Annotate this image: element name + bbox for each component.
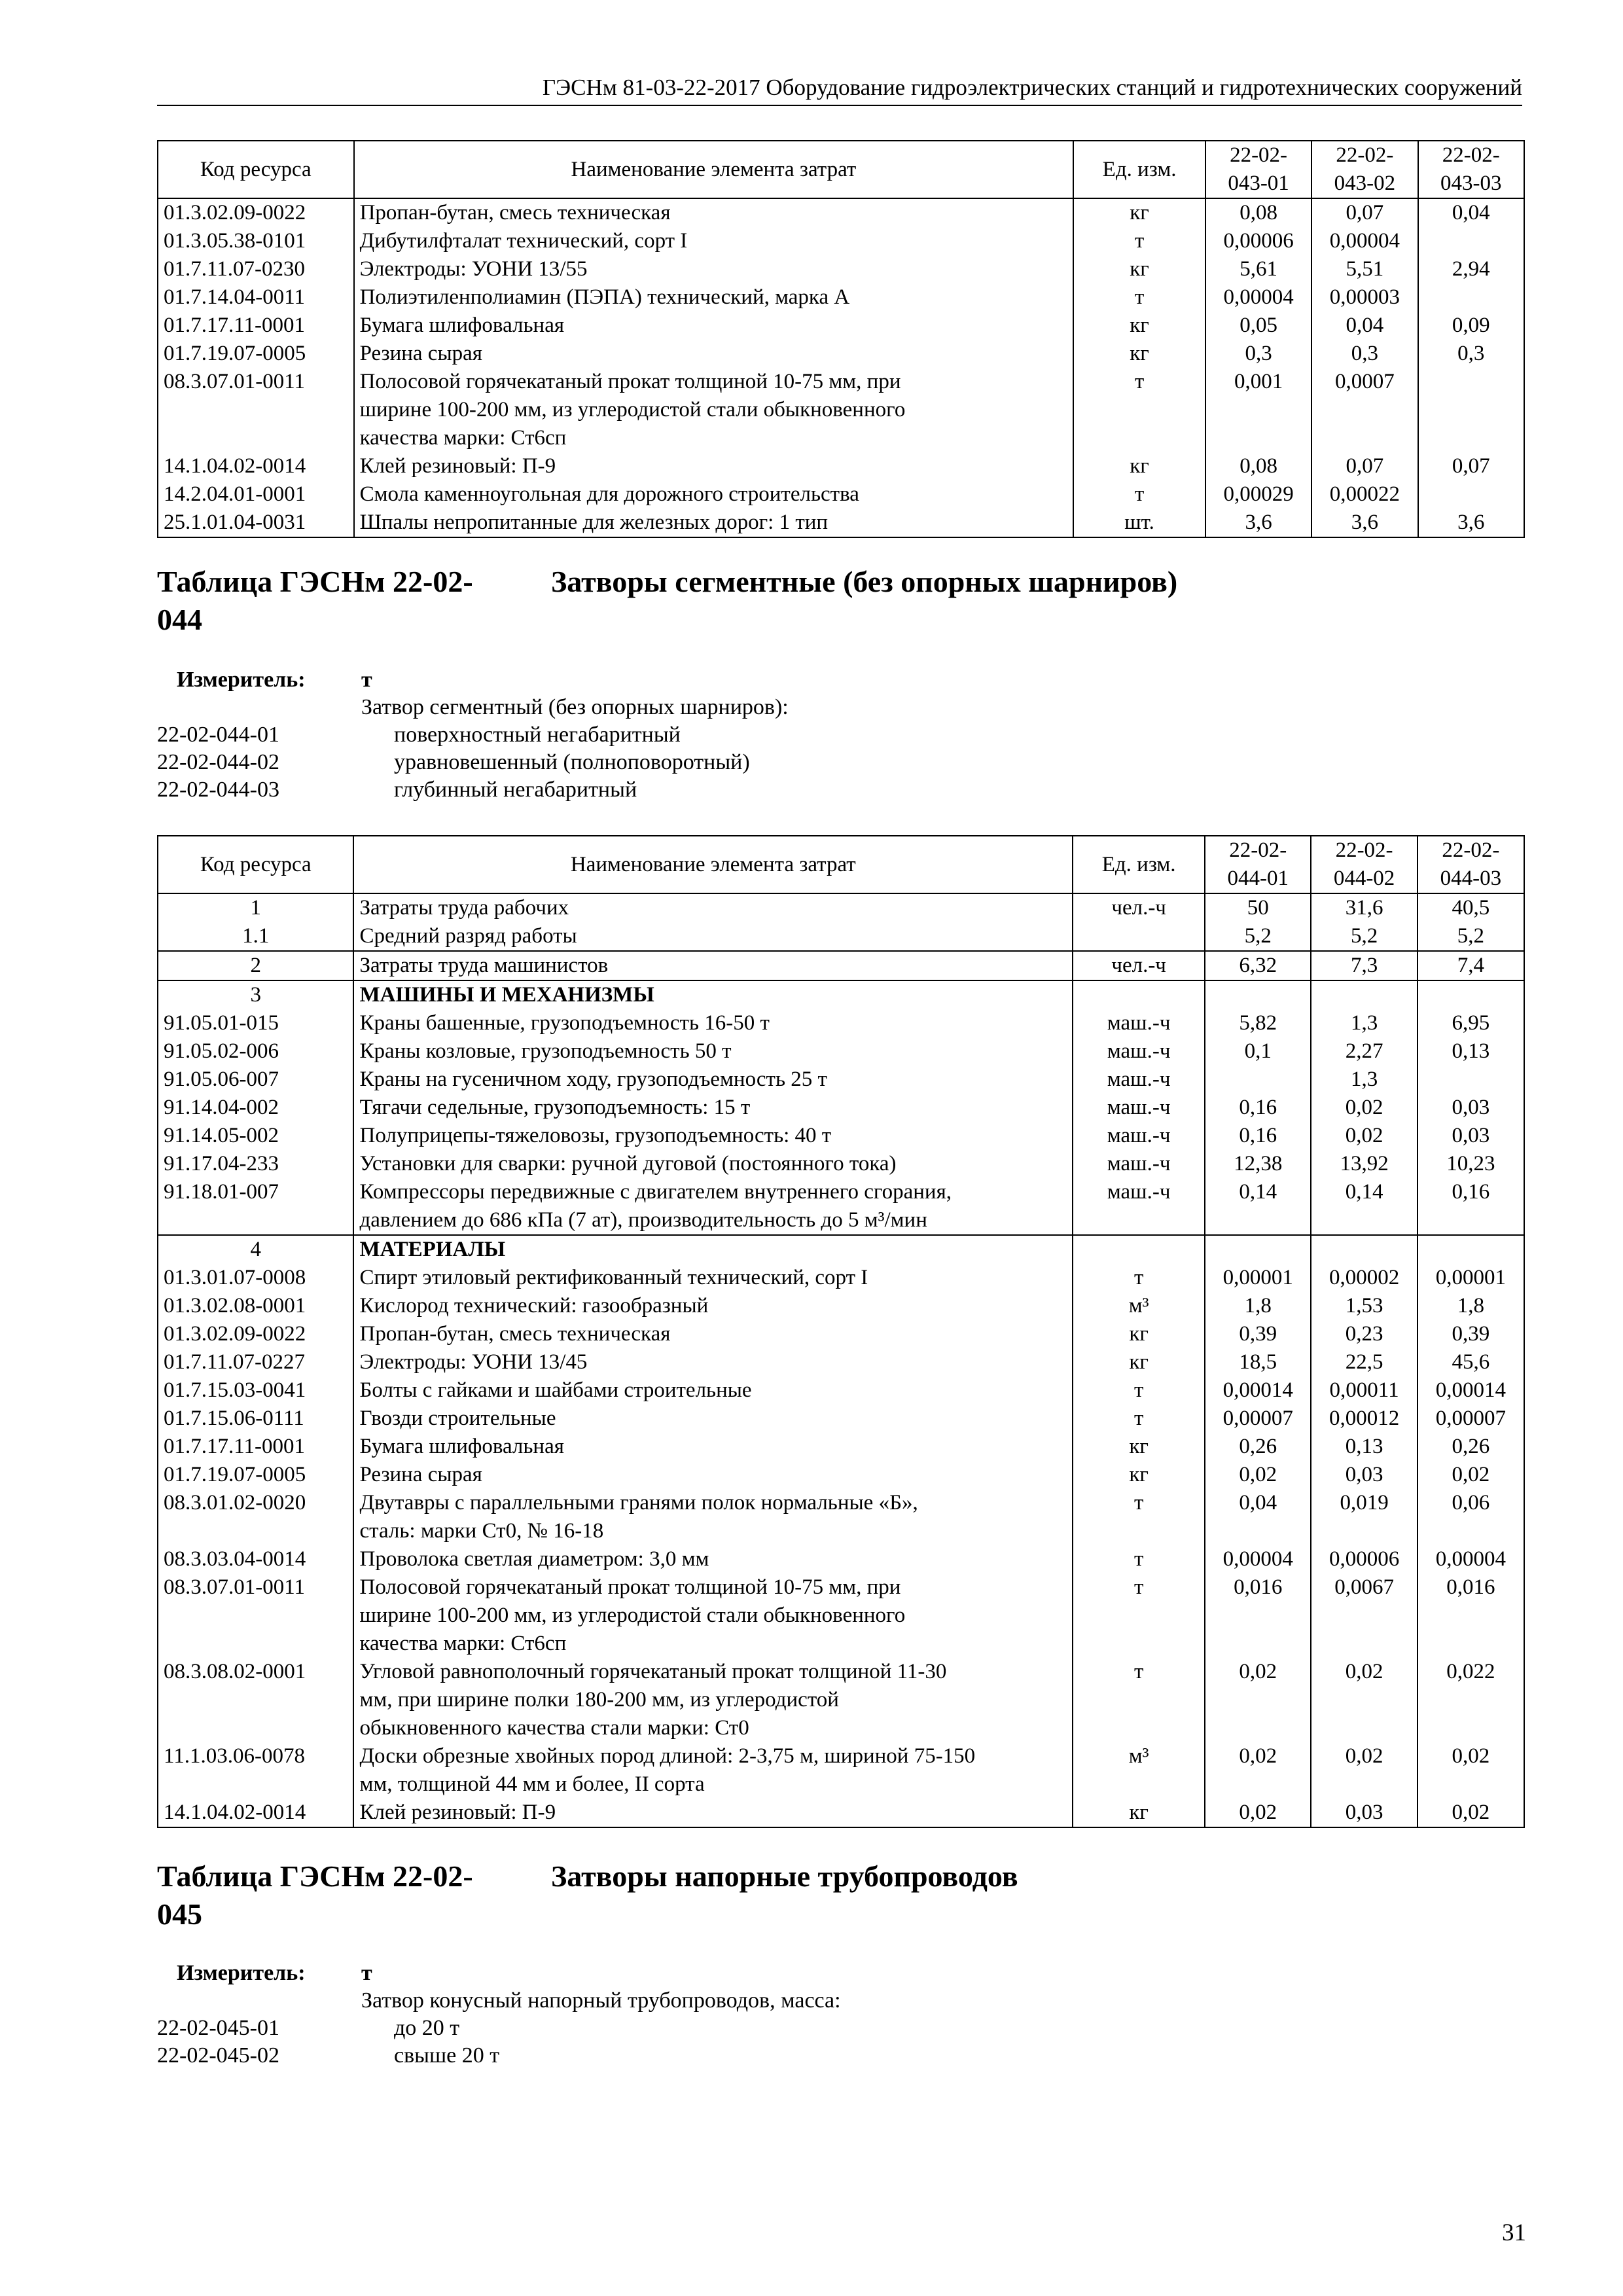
- resource-name: Спирт этиловый ректификованный технический, сорт I: [353, 1264, 1073, 1292]
- col-header-name: Наименование элемента затрат: [354, 141, 1074, 198]
- value-col-1: 6,32: [1205, 951, 1311, 980]
- resource-unit: маш.-ч: [1073, 1178, 1205, 1235]
- page-header: [157, 73, 1522, 106]
- value-col-2: 0,00011: [1311, 1376, 1417, 1405]
- col-header-v3: 22-02- 043-03: [1418, 141, 1524, 198]
- value-col-1: 0,08: [1205, 198, 1311, 227]
- value-col-1: 0,3: [1205, 340, 1311, 368]
- resource-code: 08.3.08.02-0001: [158, 1658, 353, 1742]
- value-col-3: [1418, 980, 1524, 1009]
- resource-name: Средний разряд работы: [353, 922, 1073, 951]
- resource-code: 01.7.11.07-0230: [158, 255, 354, 283]
- resource-unit: чел.-ч: [1073, 893, 1205, 922]
- value-col-2: 0,13: [1311, 1433, 1417, 1461]
- resource-code: 2: [158, 951, 353, 980]
- resource-unit: маш.-ч: [1073, 1066, 1205, 1094]
- resource-code: 01.7.15.03-0041: [158, 1376, 353, 1405]
- resource-name: Установки для сварки: ручной дуговой (постоянного тока): [353, 1150, 1073, 1178]
- resource-name: Бумага шлифовальная: [354, 312, 1074, 340]
- resource-name: Резина сырая: [354, 340, 1074, 368]
- table-045-name: Затворы напорные трубопроводов: [551, 1859, 1018, 1893]
- value-col-2: 0,00012: [1311, 1405, 1417, 1433]
- value-col-1: 12,38: [1205, 1150, 1311, 1178]
- value-col-2: [1311, 1235, 1417, 1264]
- value-col-1: 0,00001: [1205, 1264, 1311, 1292]
- table-row: [158, 1150, 1524, 1178]
- resource-code: 91.05.02-006: [158, 1037, 353, 1066]
- value-col-2: 22,5: [1311, 1348, 1417, 1376]
- resource-unit: маш.-ч: [1073, 1037, 1205, 1066]
- value-col-2: 7,3: [1311, 951, 1417, 980]
- meter-caption: Затвор конусный напорный трубопроводов, масса:: [361, 1988, 841, 2013]
- value-col-2: 0,02: [1311, 1742, 1417, 1799]
- value-col-3: 10,23: [1418, 1150, 1524, 1178]
- value-col-3: 0,00001: [1418, 1264, 1524, 1292]
- value-col-3: [1418, 1066, 1524, 1094]
- value-col-2: 0,00022: [1311, 480, 1418, 509]
- value-col-1: 0,08: [1205, 452, 1311, 480]
- resource-unit: т: [1073, 480, 1205, 509]
- table-row: [158, 1461, 1524, 1489]
- resource-code: 08.3.07.01-0011: [158, 368, 354, 452]
- value-col-3: 0,022: [1418, 1658, 1524, 1742]
- resource-name: Болты с гайками и шайбами строительные: [353, 1376, 1073, 1405]
- document-title: ГЭСНм 81-03-22-2017 Оборудование гидроэлектрических станций и гидротехнических сооружений: [542, 75, 1522, 100]
- table-row: [158, 1264, 1524, 1292]
- table-row: [158, 1405, 1524, 1433]
- resource-code: 91.17.04-233: [158, 1150, 353, 1178]
- resource-code: 01.7.17.11-0001: [158, 312, 354, 340]
- resource-code: 14.2.04.01-0001: [158, 480, 354, 509]
- value-col-1: 0,02: [1205, 1742, 1311, 1799]
- value-col-3: 0,26: [1418, 1433, 1524, 1461]
- table-045-code: Таблица ГЭСНм 22-02- 045: [157, 1859, 473, 1931]
- resource-unit: кг: [1073, 1461, 1205, 1489]
- value-col-3: 0,06: [1418, 1489, 1524, 1545]
- resource-code: 08.3.01.02-0020: [158, 1489, 353, 1545]
- resource-unit: т: [1073, 1489, 1205, 1545]
- value-col-1: 0,00006: [1205, 227, 1311, 255]
- resource-code: 01.7.19.07-0005: [158, 340, 354, 368]
- meter-label: Измеритель:: [177, 1961, 306, 1985]
- resource-name: Пропан-бутан, смесь техническая: [354, 198, 1074, 227]
- resource-name: Гвозди строительные: [353, 1405, 1073, 1433]
- value-col-3: 2,94: [1418, 255, 1524, 283]
- table-row: [158, 1545, 1524, 1573]
- value-col-1: 0,00007: [1205, 1405, 1311, 1433]
- table-045-meter: [157, 1960, 1139, 2070]
- table-row: [158, 480, 1524, 509]
- table-row: [158, 1094, 1524, 1122]
- value-col-3: 0,07: [1418, 452, 1524, 480]
- resource-unit: т: [1073, 1264, 1205, 1292]
- resource-unit: т: [1073, 1658, 1205, 1742]
- value-col-2: 0,03: [1311, 1461, 1417, 1489]
- table-044-code: Таблица ГЭСНм 22-02- 044: [157, 565, 473, 636]
- resource-name: Дибутилфталат технический, сорт I: [354, 227, 1074, 255]
- resource-name: Полуприцепы-тяжеловозы, грузоподъемность: 40 т: [353, 1122, 1073, 1150]
- value-col-2: [1311, 980, 1417, 1009]
- resource-unit: м³: [1073, 1292, 1205, 1320]
- value-col-1: 0,02: [1205, 1658, 1311, 1742]
- value-col-2: 0,00004: [1311, 227, 1418, 255]
- resource-name: Кислород технический: газообразный: [353, 1292, 1073, 1320]
- table-row: [158, 1799, 1524, 1827]
- table-row: [158, 1235, 1524, 1264]
- resource-unit: кг: [1073, 1799, 1205, 1827]
- resource-code: 01.7.17.11-0001: [158, 1433, 353, 1461]
- resource-name: Пропан-бутан, смесь техническая: [353, 1320, 1073, 1348]
- resource-name: Бумага шлифовальная: [353, 1433, 1073, 1461]
- value-col-1: 0,00004: [1205, 1545, 1311, 1573]
- resource-unit: кг: [1073, 198, 1205, 227]
- col-header-v2: 22-02- 044-02: [1311, 836, 1417, 893]
- table-row: [158, 1573, 1524, 1658]
- variant-code: 22-02-044-01: [157, 723, 279, 747]
- value-col-2: 0,03: [1311, 1799, 1417, 1827]
- resource-code: 1: [158, 893, 353, 922]
- col-header-code: Код ресурса: [158, 836, 353, 893]
- resource-code: 91.14.05-002: [158, 1122, 353, 1150]
- value-col-3: 0,00007: [1418, 1405, 1524, 1433]
- value-col-1: [1205, 1066, 1311, 1094]
- value-col-2: 0,04: [1311, 312, 1418, 340]
- table-row: [158, 1009, 1524, 1037]
- resource-name: Краны башенные, грузоподъемность 16-50 т: [353, 1009, 1073, 1037]
- value-col-3: 0,02: [1418, 1799, 1524, 1827]
- resource-code: 91.05.01-015: [158, 1009, 353, 1037]
- value-col-3: [1418, 368, 1524, 452]
- resource-name: Полиэтиленполиамин (ПЭПА) технический, марка А: [354, 283, 1074, 312]
- resource-unit: м³: [1073, 1742, 1205, 1799]
- col-header-unit: Ед. изм.: [1073, 141, 1205, 198]
- value-col-3: 0,04: [1418, 198, 1524, 227]
- resource-unit: кг: [1073, 340, 1205, 368]
- resource-code: 14.1.04.02-0014: [158, 452, 354, 480]
- value-col-1: 3,6: [1205, 509, 1311, 537]
- table-row: [158, 198, 1524, 227]
- variant-row: [157, 2015, 1139, 2042]
- value-col-1: [1205, 980, 1311, 1009]
- table-row: [158, 283, 1524, 312]
- value-col-3: 0,02: [1418, 1742, 1524, 1799]
- resource-unit: кг: [1073, 452, 1205, 480]
- table-row: [158, 893, 1524, 922]
- page-number: 31: [1502, 2219, 1526, 2246]
- table-row: [158, 312, 1524, 340]
- value-col-2: 2,27: [1311, 1037, 1417, 1066]
- resource-code: 11.1.03.06-0078: [158, 1742, 353, 1799]
- value-col-1: 0,16: [1205, 1094, 1311, 1122]
- resource-name: Угловой равнополочный горячекатаный прокат толщиной 11-30 мм, при ширине полки 180-200 мм, из углеродистой обыкновенного качества стали марки: Ст0: [353, 1658, 1073, 1742]
- table-row: [158, 227, 1524, 255]
- value-col-1: [1205, 1235, 1311, 1264]
- resource-name: Шпалы непропитанные для железных дорог: 1 тип: [354, 509, 1074, 537]
- resource-unit: кг: [1073, 255, 1205, 283]
- table-row: [158, 951, 1524, 980]
- col-header-v2: 22-02- 043-02: [1311, 141, 1418, 198]
- value-col-1: 0,39: [1205, 1320, 1311, 1348]
- resource-name: Клей резиновый: П-9: [354, 452, 1074, 480]
- variant-text: уравновешенный (полноповоротный): [394, 750, 750, 774]
- col-header-v1: 22-02- 044-01: [1205, 836, 1311, 893]
- value-col-2: 0,00003: [1311, 283, 1418, 312]
- value-col-3: [1418, 227, 1524, 255]
- value-col-1: 18,5: [1205, 1348, 1311, 1376]
- value-col-1: 0,00029: [1205, 480, 1311, 509]
- value-col-2: 0,02: [1311, 1122, 1417, 1150]
- resource-name: Смола каменноугольная для дорожного строительства: [354, 480, 1074, 509]
- resource-code: 3: [158, 980, 353, 1009]
- value-col-1: 0,04: [1205, 1489, 1311, 1545]
- value-col-2: 1,3: [1311, 1009, 1417, 1037]
- resource-name: Электроды: УОНИ 13/55: [354, 255, 1074, 283]
- value-col-3: 6,95: [1418, 1009, 1524, 1037]
- table-row: [158, 368, 1524, 452]
- resource-name: МАТЕРИАЛЫ: [353, 1235, 1073, 1264]
- table-044-meter: [157, 666, 1139, 804]
- table-row: [158, 255, 1524, 283]
- value-col-2: 0,019: [1311, 1489, 1417, 1545]
- value-col-3: 0,39: [1418, 1320, 1524, 1348]
- resource-name: Проволока светлая диаметром: 3,0 мм: [353, 1545, 1073, 1573]
- resource-unit: кг: [1073, 1433, 1205, 1461]
- resource-code: 01.7.14.04-0011: [158, 283, 354, 312]
- resource-unit: [1073, 980, 1205, 1009]
- value-col-2: 0,23: [1311, 1320, 1417, 1348]
- variant-code: 22-02-044-02: [157, 750, 279, 774]
- resource-unit: маш.-ч: [1073, 1094, 1205, 1122]
- resource-unit: [1073, 1235, 1205, 1264]
- resource-code: 01.3.02.09-0022: [158, 198, 354, 227]
- resource-unit: шт.: [1073, 509, 1205, 537]
- value-col-1: 0,02: [1205, 1461, 1311, 1489]
- resource-code: 91.14.04-002: [158, 1094, 353, 1122]
- value-col-2: 0,07: [1311, 452, 1418, 480]
- value-col-3: [1418, 480, 1524, 509]
- value-col-1: 0,1: [1205, 1037, 1311, 1066]
- resource-name: Затраты труда рабочих: [353, 893, 1073, 922]
- resource-unit: т: [1073, 368, 1205, 452]
- variant-code: 22-02-045-02: [157, 2043, 279, 2068]
- resource-name: МАШИНЫ И МЕХАНИЗМЫ: [353, 980, 1073, 1009]
- resource-name: Краны козловые, грузоподъемность 50 т: [353, 1037, 1073, 1066]
- value-col-2: 3,6: [1311, 509, 1418, 537]
- table-row: [158, 1320, 1524, 1348]
- resource-unit: т: [1073, 1405, 1205, 1433]
- meter-caption: Затвор сегментный (без опорных шарниров):: [361, 695, 789, 719]
- value-col-2: 0,3: [1311, 340, 1418, 368]
- value-col-3: 3,6: [1418, 509, 1524, 537]
- meter-unit: т: [361, 668, 372, 692]
- col-header-unit: Ед. изм.: [1073, 836, 1205, 893]
- value-col-1: 0,00014: [1205, 1376, 1311, 1405]
- value-col-3: 40,5: [1418, 893, 1524, 922]
- table-row: [158, 1066, 1524, 1094]
- resource-unit: кг: [1073, 1320, 1205, 1348]
- variant-text: до 20 т: [394, 2016, 460, 2040]
- table-row: [158, 1433, 1524, 1461]
- table-row: [158, 1292, 1524, 1320]
- value-col-1: 0,16: [1205, 1122, 1311, 1150]
- value-col-2: 1,3: [1311, 1066, 1417, 1094]
- resource-name: Краны на гусеничном ходу, грузоподъемность 25 т: [353, 1066, 1073, 1094]
- resource-name: Двутавры с параллельными гранями полок нормальные «Б», сталь: марки Ст0, № 16-18: [353, 1489, 1073, 1545]
- table-row: [158, 509, 1524, 537]
- value-col-3: [1418, 283, 1524, 312]
- value-col-3: 0,016: [1418, 1573, 1524, 1658]
- table-row: [158, 1376, 1524, 1405]
- value-col-1: 0,00004: [1205, 283, 1311, 312]
- value-col-3: 0,13: [1418, 1037, 1524, 1066]
- value-col-1: 1,8: [1205, 1292, 1311, 1320]
- table-row: [158, 1122, 1524, 1150]
- resource-name: Тягачи седельные, грузоподъемность: 15 т: [353, 1094, 1073, 1122]
- value-col-3: 7,4: [1418, 951, 1524, 980]
- resource-table-044: [157, 835, 1525, 1828]
- resource-unit: маш.-ч: [1073, 1122, 1205, 1150]
- variant-row: [157, 776, 1139, 804]
- resource-unit: кг: [1073, 1348, 1205, 1376]
- value-col-3: 5,2: [1418, 922, 1524, 951]
- value-col-1: 0,26: [1205, 1433, 1311, 1461]
- col-header-v1: 22-02- 043-01: [1205, 141, 1311, 198]
- col-header-name: Наименование элемента затрат: [353, 836, 1073, 893]
- value-col-3: 0,03: [1418, 1122, 1524, 1150]
- table-row: [158, 340, 1524, 368]
- resource-code: 01.7.15.06-0111: [158, 1405, 353, 1433]
- resource-name: Компрессоры передвижные с двигателем внутреннего сгорания, давлением до 686 кПа (7 ат), производительность до 5 м³/мин: [353, 1178, 1073, 1235]
- resource-unit: кг: [1073, 312, 1205, 340]
- resource-name: Доски обрезные хвойных пород длиной: 2-3,75 м, шириной 75-150 мм, толщиной 44 мм и более, II сорта: [353, 1742, 1073, 1799]
- value-col-3: 0,03: [1418, 1094, 1524, 1122]
- resource-code: 01.3.01.07-0008: [158, 1264, 353, 1292]
- table-row: [158, 452, 1524, 480]
- value-col-1: 5,61: [1205, 255, 1311, 283]
- table-044-name: Затворы сегментные (без опорных шарниров): [551, 565, 1178, 598]
- value-col-2: 0,00002: [1311, 1264, 1417, 1292]
- value-col-2: 0,0067: [1311, 1573, 1417, 1658]
- resource-code: 01.3.02.08-0001: [158, 1292, 353, 1320]
- resource-name: Клей резиновый: П-9: [353, 1799, 1073, 1827]
- value-col-2: 1,53: [1311, 1292, 1417, 1320]
- resource-code: 08.3.03.04-0014: [158, 1545, 353, 1573]
- variant-code: 22-02-044-03: [157, 778, 279, 802]
- table-header-row: [158, 141, 1524, 198]
- value-col-2: 0,02: [1311, 1094, 1417, 1122]
- resource-name: Электроды: УОНИ 13/45: [353, 1348, 1073, 1376]
- value-col-3: 0,09: [1418, 312, 1524, 340]
- table-row: [158, 1489, 1524, 1545]
- variant-code: 22-02-045-01: [157, 2016, 279, 2040]
- resource-code: 01.3.05.38-0101: [158, 227, 354, 255]
- resource-code: 91.05.06-007: [158, 1066, 353, 1094]
- resource-table-043: [157, 140, 1525, 538]
- resource-unit: [1073, 922, 1205, 951]
- variant-row: [157, 721, 1139, 749]
- value-col-2: 5,2: [1311, 922, 1417, 951]
- resource-unit: маш.-ч: [1073, 1150, 1205, 1178]
- table-row: [158, 1348, 1524, 1376]
- table-row: [158, 922, 1524, 951]
- value-col-3: 0,16: [1418, 1178, 1524, 1235]
- resource-unit: маш.-ч: [1073, 1009, 1205, 1037]
- resource-code: 01.3.02.09-0022: [158, 1320, 353, 1348]
- resource-code: 14.1.04.02-0014: [158, 1799, 353, 1827]
- meter-label: Измеритель:: [177, 668, 306, 692]
- variant-text: глубинный негабаритный: [394, 778, 637, 802]
- value-col-1: 0,016: [1205, 1573, 1311, 1658]
- value-col-1: 50: [1205, 893, 1311, 922]
- col-header-v3: 22-02- 044-03: [1418, 836, 1524, 893]
- col-header-code: Код ресурса: [158, 141, 354, 198]
- resource-code: 1.1: [158, 922, 353, 951]
- value-col-1: 0,001: [1205, 368, 1311, 452]
- value-col-3: 0,3: [1418, 340, 1524, 368]
- table-row: [158, 1658, 1524, 1742]
- variant-text: поверхностный негабаритный: [394, 723, 681, 747]
- resource-code: 91.18.01-007: [158, 1178, 353, 1235]
- value-col-2: 0,14: [1311, 1178, 1417, 1235]
- resource-unit: чел.-ч: [1073, 951, 1205, 980]
- resource-code: 4: [158, 1235, 353, 1264]
- variant-row: [157, 749, 1139, 776]
- table-header-row: [158, 836, 1524, 893]
- table-row: [158, 980, 1524, 1009]
- resource-name: Затраты труда машинистов: [353, 951, 1073, 980]
- value-col-2: 13,92: [1311, 1150, 1417, 1178]
- value-col-3: 0,00014: [1418, 1376, 1524, 1405]
- table-row: [158, 1037, 1524, 1066]
- value-col-2: 0,07: [1311, 198, 1418, 227]
- resource-name: Резина сырая: [353, 1461, 1073, 1489]
- value-col-3: 1,8: [1418, 1292, 1524, 1320]
- value-col-2: 31,6: [1311, 893, 1417, 922]
- value-col-2: 0,00006: [1311, 1545, 1417, 1573]
- resource-code: 25.1.01.04-0031: [158, 509, 354, 537]
- table-row: [158, 1742, 1524, 1799]
- value-col-1: 5,2: [1205, 922, 1311, 951]
- resource-code: 08.3.07.01-0011: [158, 1573, 353, 1658]
- value-col-1: 0,14: [1205, 1178, 1311, 1235]
- resource-name: Полосовой горячекатаный прокат толщиной 10-75 мм, при ширине 100-200 мм, из углеродистой стали обыкновенного качества марки: Ст6сп: [353, 1573, 1073, 1658]
- resource-code: 01.7.11.07-0227: [158, 1348, 353, 1376]
- resource-code: 01.7.19.07-0005: [158, 1461, 353, 1489]
- resource-unit: т: [1073, 1376, 1205, 1405]
- variant-row: [157, 2042, 1139, 2070]
- resource-unit: т: [1073, 1573, 1205, 1658]
- resource-unit: т: [1073, 227, 1205, 255]
- value-col-2: 0,0007: [1311, 368, 1418, 452]
- resource-name: Полосовой горячекатаный прокат толщиной 10-75 мм, при ширине 100-200 мм, из углеродистой стали обыкновенного качества марки: Ст6сп: [354, 368, 1074, 452]
- table-row: [158, 1178, 1524, 1235]
- value-col-2: 5,51: [1311, 255, 1418, 283]
- resource-unit: т: [1073, 1545, 1205, 1573]
- value-col-1: 0,05: [1205, 312, 1311, 340]
- resource-unit: т: [1073, 283, 1205, 312]
- value-col-2: 0,02: [1311, 1658, 1417, 1742]
- value-col-1: 0,02: [1205, 1799, 1311, 1827]
- variant-text: свыше 20 т: [394, 2043, 500, 2068]
- value-col-3: 45,6: [1418, 1348, 1524, 1376]
- value-col-1: 5,82: [1205, 1009, 1311, 1037]
- meter-unit: т: [361, 1961, 372, 1985]
- value-col-3: [1418, 1235, 1524, 1264]
- value-col-3: 0,02: [1418, 1461, 1524, 1489]
- value-col-3: 0,00004: [1418, 1545, 1524, 1573]
